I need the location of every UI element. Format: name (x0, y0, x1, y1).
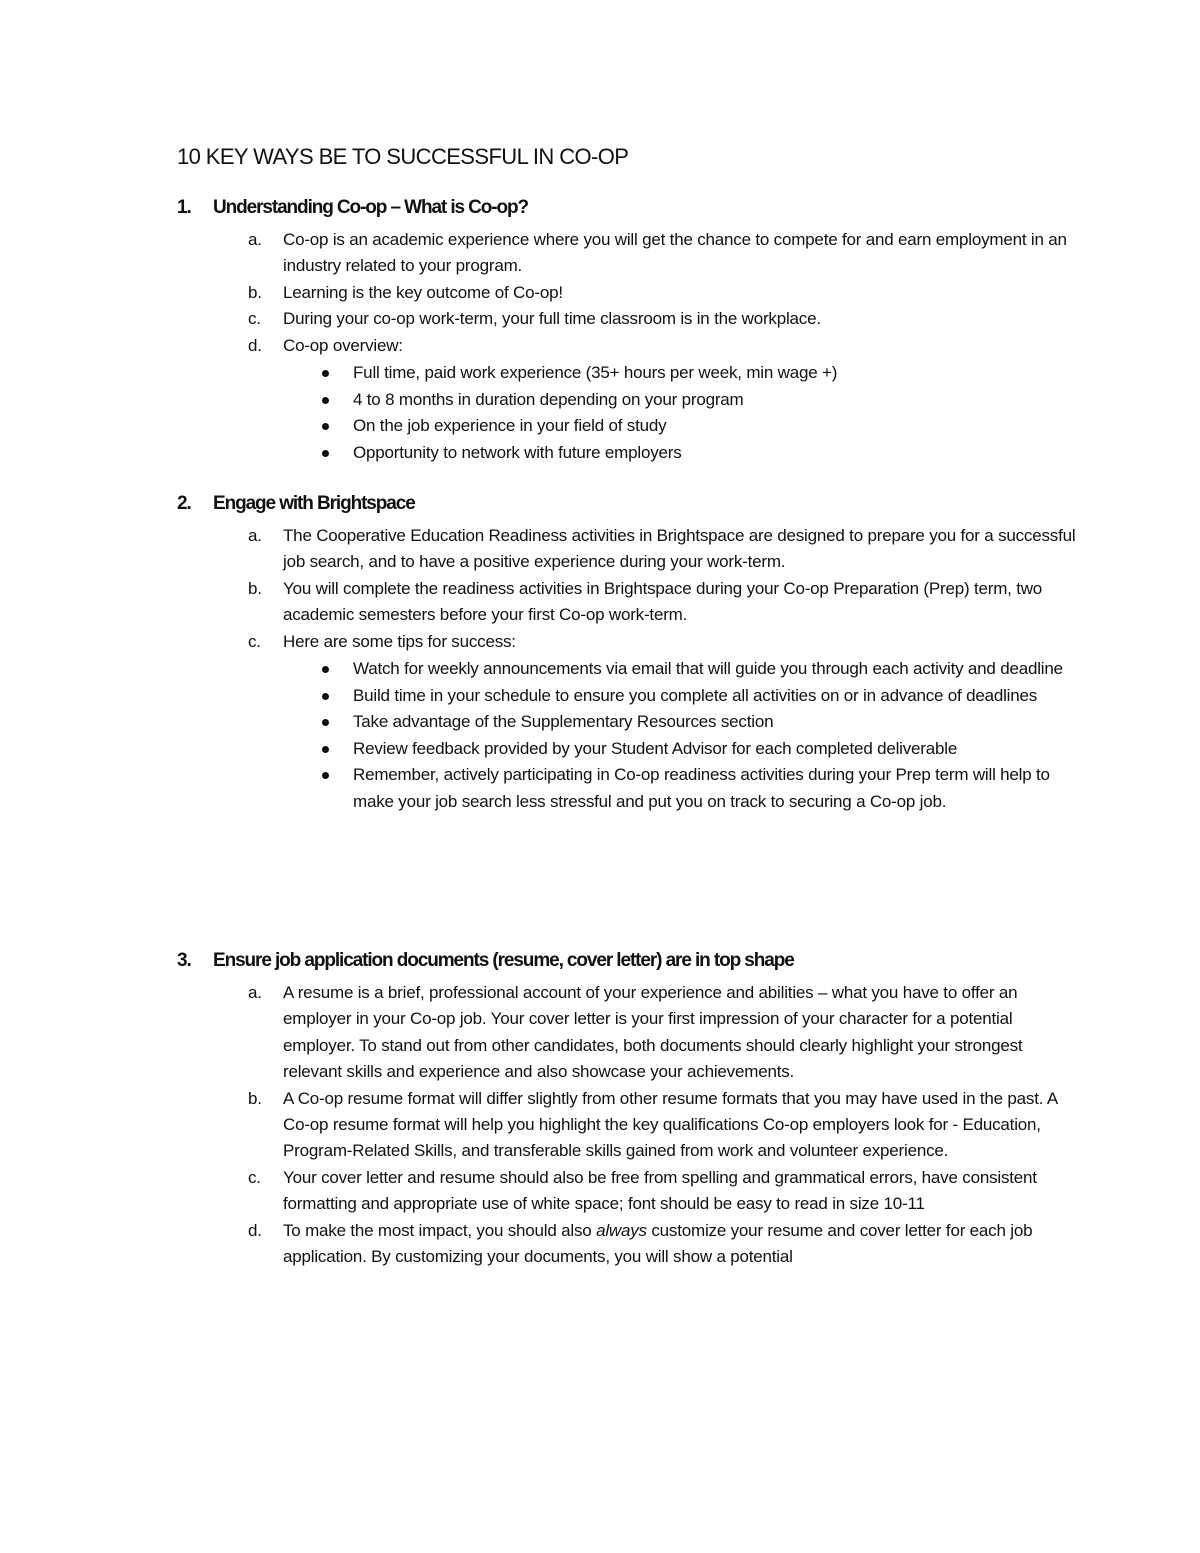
list-item (177, 333, 1077, 467)
section-heading (177, 197, 1077, 227)
list-item (177, 1165, 1077, 1218)
item-letter: c. (248, 1167, 261, 1187)
bullet-text: Opportunity to network with future employers (353, 442, 682, 462)
bullet-dot-icon (322, 746, 329, 753)
section-number: 2. (177, 493, 191, 514)
item-text: Co-op overview: (283, 335, 403, 355)
item-letter: a. (248, 526, 262, 545)
item-text: Learning is the key outcome of Co-op! (283, 282, 563, 302)
bullet-dot-icon (322, 693, 329, 700)
list-item (177, 1218, 1077, 1271)
bullet-text: Remember, actively participating in Co-op readiness activities during your Prep term will help to make your job search less stressful and put you on track to securing a Co-op job. (353, 765, 1050, 811)
bullet-item (283, 709, 1077, 736)
list-item (177, 280, 1077, 306)
bullet-text: Review feedback provided by your Student Advisor for each completed deliverable (353, 738, 958, 758)
item-text: Here are some tips for success: (283, 631, 516, 651)
bullet-item (283, 656, 1077, 683)
bullet-item (283, 736, 1077, 763)
item-letter: d. (248, 1220, 262, 1240)
bullet-text: Take advantage of the Supplementary Resources section (353, 712, 774, 732)
section-heading (177, 493, 1077, 523)
bullet-item (283, 387, 1077, 414)
section-engage-brightspace (177, 493, 1077, 816)
item-text-before: To make the most impact, you should also (283, 1220, 597, 1240)
item-letter: b. (248, 1088, 262, 1108)
section-heading (177, 950, 1077, 980)
item-text: A Co-op resume format will differ slightly from other resume formats that you may have used in the past. A Co-op resume format will help you highlight the key qualifications Co-op employers look for - Education, Program-Related Skills, and transferable skills gained from work and volunteer experience. (283, 1088, 1058, 1161)
item-text: You will complete the readiness activities in Brightspace during your Co-op Preparation (Prep) term, two academic semesters before your first Co-op work-term. (283, 578, 1043, 625)
bullet-list (283, 360, 1077, 466)
bullet-dot-icon (322, 666, 329, 673)
item-text-after: customize your resume and cover letter for each job application. By customizing your documents, you will show a potential (283, 1220, 1033, 1267)
section-heading-text: Ensure job application documents (resume, cover letter) are in top shape (213, 950, 794, 971)
item-letter: a. (248, 230, 262, 249)
list-item (177, 576, 1077, 629)
item-text: A resume is a brief, professional account of your experience and abilities – what you have to offer an employer in your Co-op job. Your cover letter is your first impression of your character for a potential employer. To stand out from other candidates, both documents should clearly highlight your strongest relevant skills and experience and also showcase your achievements. (283, 983, 1023, 1082)
section-job-application-documents (177, 950, 1077, 1270)
section-number: 1. (177, 197, 191, 218)
bullet-item (283, 440, 1077, 467)
section-number: 3. (177, 950, 191, 971)
item-letter: a. (248, 983, 262, 1002)
bullet-dot-icon (322, 450, 329, 457)
item-letter: d. (248, 335, 262, 355)
section-heading-text: Understanding Co-op – What is Co-op? (213, 197, 529, 218)
bullet-item (283, 360, 1077, 387)
item-text: During your co-op work-term, your full time classroom is in the workplace. (283, 309, 821, 329)
item-text-emphasis: always (596, 1220, 647, 1240)
bullet-dot-icon (322, 423, 329, 430)
bullet-text: 4 to 8 months in duration depending on your program (353, 389, 744, 409)
bullet-text: On the job experience in your field of study (353, 416, 667, 436)
bullet-item (283, 413, 1077, 440)
item-letter: b. (248, 282, 262, 302)
item-letter: b. (248, 578, 262, 598)
bullet-item (283, 683, 1077, 710)
item-letter: c. (248, 309, 261, 329)
section-heading-text: Engage with Brightspace (213, 493, 415, 514)
bullet-text: Watch for weekly announcements via email that will guide you through each activity and deadline (353, 659, 1063, 679)
document-title: 10 KEY WAYS BE TO SUCCESSFUL IN CO-OP (177, 144, 629, 169)
bullet-dot-icon (322, 719, 329, 726)
list-item (177, 629, 1077, 816)
bullet-text: Full time, paid work experience (35+ hours per week, min wage +) (353, 363, 838, 383)
section-understanding-coop (177, 197, 1077, 466)
bullet-dot-icon (322, 772, 329, 779)
bullet-dot-icon (322, 370, 329, 377)
bullet-list (283, 656, 1077, 816)
list-item (177, 227, 1077, 280)
item-letter: c. (248, 631, 261, 651)
list-item (177, 306, 1077, 332)
list-item (177, 1086, 1077, 1165)
bullet-dot-icon (322, 397, 329, 404)
item-text: The Cooperative Education Readiness activities in Brightspace are designed to prepare you for a successful job search, and to have a positive experience during your work-term. (283, 526, 1076, 572)
item-text: Co-op is an academic experience where you will get the chance to compete for and earn employment in an industry related to your program. (283, 230, 1067, 276)
list-item (177, 980, 1077, 1086)
bullet-text: Build time in your schedule to ensure you complete all activities on or in advance of deadlines (353, 685, 1038, 705)
item-text: Your cover letter and resume should also be free from spelling and grammatical errors, have consistent formatting and appropriate use of white space; font should be easy to read in size 10-11 (283, 1167, 1037, 1214)
list-item (177, 523, 1077, 576)
bullet-item (283, 762, 1077, 815)
